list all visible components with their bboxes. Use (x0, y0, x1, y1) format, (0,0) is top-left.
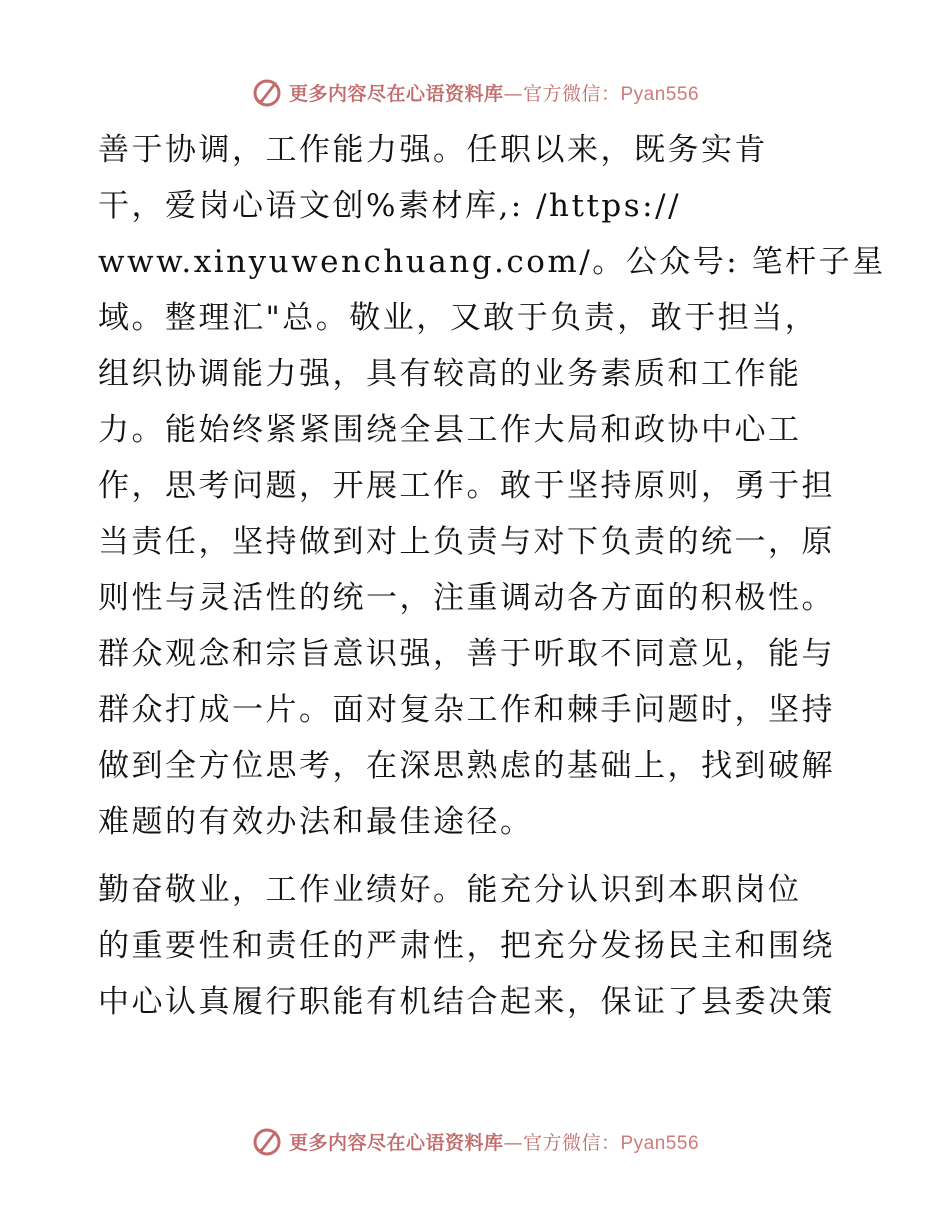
text-line: 当责任，坚持做到对上负责与对下负责的统一，原 (98, 524, 835, 560)
text-line: 作，思考问题，开展工作。敢于坚持原则，勇于担 (98, 468, 835, 504)
text-line: 的重要性和责任的严肃性，把充分发扬民主和围绕 (98, 928, 835, 964)
text-line: 群众打成一片。面对复杂工作和棘手问题时，坚持 (98, 692, 835, 728)
paragraph-1 (98, 122, 886, 850)
watermark-separator: — (503, 1131, 523, 1154)
text-line: 中心认真履行职能有机结合起来，保证了县委决策 (98, 984, 835, 1020)
text-line: 善于协调，工作能力强。任职以来，既务实肯 (98, 132, 768, 168)
footer-watermark (0, 1121, 950, 1161)
header-watermark (0, 72, 950, 112)
quill-pen-logo-icon (251, 1125, 283, 1157)
watermark-wechat-handle: Pyan556 (620, 1132, 700, 1154)
text-line: 做到全方位思考，在深思熟虑的基础上，找到破解 (98, 748, 835, 784)
watermark-wechat-handle: Pyan556 (620, 83, 700, 105)
watermark-wechat-label: 官方微信： (522, 1131, 621, 1154)
text-line: 难题的有效办法和最佳途径。 (98, 804, 534, 840)
paragraph-2 (98, 862, 850, 1030)
watermark-text (289, 79, 699, 106)
text-line: 域。整理汇"总。敬业，又敢于负责，敢于担当， (98, 300, 819, 336)
text-line: 组织协调能力强，具有较高的业务素质和工作能 (98, 356, 802, 392)
watermark-site-text: 更多内容尽在心语资料库 (288, 1131, 504, 1154)
text-line: 力。能始终紧紧围绕全县工作大局和政协中心工 (98, 412, 802, 448)
text-line: www.xinyuwenchuang.com/。公众号: 笔杆子星 (98, 244, 886, 280)
paragraph-spacer (98, 850, 850, 862)
watermark-wechat-label: 官方微信： (522, 82, 621, 105)
quill-pen-logo-icon (251, 76, 283, 108)
text-line: 干，爱岗心语文创%素材库,: /https:// (98, 188, 682, 224)
text-line: 则性与灵活性的统一，注重调动各方面的积极性。 (98, 580, 835, 616)
document-body (98, 122, 886, 1030)
text-line: 勤奋敬业，工作业绩好。能充分认识到本职岗位 (98, 872, 802, 908)
text-line: 群众观念和宗旨意识强，善于听取不同意见，能与 (98, 636, 835, 672)
watermark-separator: — (503, 82, 523, 105)
watermark-text (289, 1128, 699, 1155)
watermark-site-text: 更多内容尽在心语资料库 (288, 82, 504, 105)
